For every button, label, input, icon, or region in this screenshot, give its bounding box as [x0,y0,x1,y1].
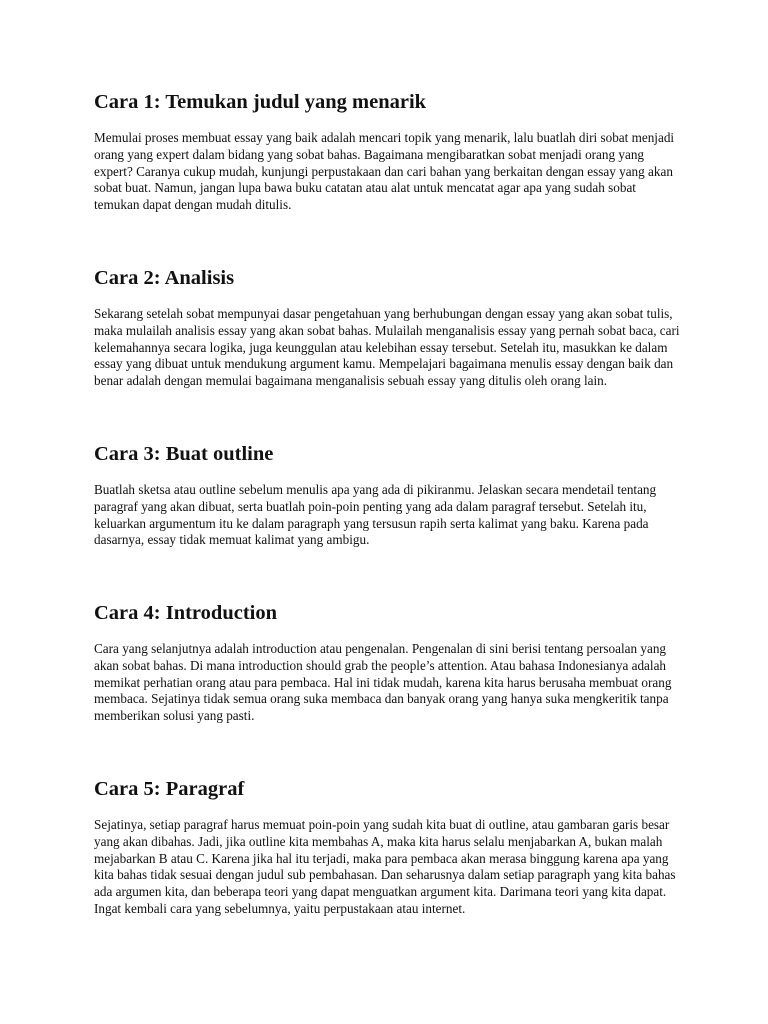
section-heading: Cara 3: Buat outline [94,443,274,465]
section-cara-1 [94,88,684,214]
section-paragraph: Memulai proses membuat essay yang baik adalah mencari topik yang menarik, lalu buatlah diri sobat menjadi orang yang expert dalam bidang yang sobat bahas. Bagaimana mengibaratkan sobat menjadi orang yang expert? Caranya cukup mudah, kunjungi perpustakaan dan cari bahan yang berkaitan dengan essay yang akan sobat buat. Namun, jangan lupa bawa buku catatan atau alat untuk mencatat agar apa yang sudah sobat temukan dapat dengan mudah ditulis. [94,130,675,213]
section-cara-2 [94,264,684,390]
section-paragraph: Sekarang setelah sobat mempunyai dasar pengetahuan yang berhubungan dengan essay yang akan sobat tulis, maka mulailah analisis essay yang akan sobat bahas. Mulailah menganalisis essay yang pernah sobat baca, cari kelemahannya secara logika, juga keunggulan atau kelebihan essay tersebut. Setelah itu, masukkan ke dalam essay yang dibuat untuk mendukung argument kamu. Mempelajari bagaimana menulis essay dengan baik dan benar adalah dengan memulai bagaimana menganalisis sebuah essay yang ditulis oleh orang lain. [94,306,680,389]
section-cara-4 [94,599,684,725]
section-cara-5 [94,775,684,918]
section-heading: Cara 2: Analisis [94,267,235,289]
section-cara-3 [94,440,684,549]
section-paragraph: Cara yang selanjutnya adalah introduction atau pengenalan. Pengenalan di sini berisi tentang persoalan yang akan sobat bahas. Di mana introduction should grab the people’s attention. Atau bahasa Indonesianya adalah memikat perhatian orang atau para pembaca. Hal ini tidak mudah, karena kita harus berusaha membuat orang membaca. Sejatinya tidak semua orang suka membaca dan banyak orang yang hanya suka mengkeritik tanpa memberikan solusi yang pasti. [94,641,672,724]
section-heading: Cara 1: Temukan judul yang menarik [94,91,427,113]
section-heading: Cara 4: Introduction [94,602,277,624]
section-paragraph: Buatlah sketsa atau outline sebelum menulis apa yang ada di pikiranmu. Jelaskan secara mendetail tentang paragraf yang akan dibuat, serta buatlah poin-poin penting yang ada dalam paragraf tersebut. Setelah itu, keluarkan argumentum itu ke dalam paragraph yang tersusun rapih serta kalimat yang baku. Karena pada dasarnya, essay tidak memuat kalimat yang ambigu. [94,482,657,548]
section-paragraph: Sejatinya, setiap paragraf harus memuat poin-poin yang sudah kita buat di outline, atau gambaran garis besar yang akan dibahas. Jadi, jika outline kita membahas A, maka kita harus selalu menjabarkan A, bukan malah mejabarkan B atau C. Karena jika hal itu terjadi, maka para pembaca akan merasa binggung karena apa yang kita bahas tidak sesuai dengan judul sub pembahasan. Dan seharusnya dalam setiap paragraph yang kita bahas ada argumen kita, dan beberapa teori yang dapat menguatkan argument kita. Darimana teori yang kita dapat. Ingat kembali cara yang sebelumnya, yaitu perpustakaan atau internet. [94,817,676,916]
section-heading: Cara 5: Paragraf [94,778,245,800]
